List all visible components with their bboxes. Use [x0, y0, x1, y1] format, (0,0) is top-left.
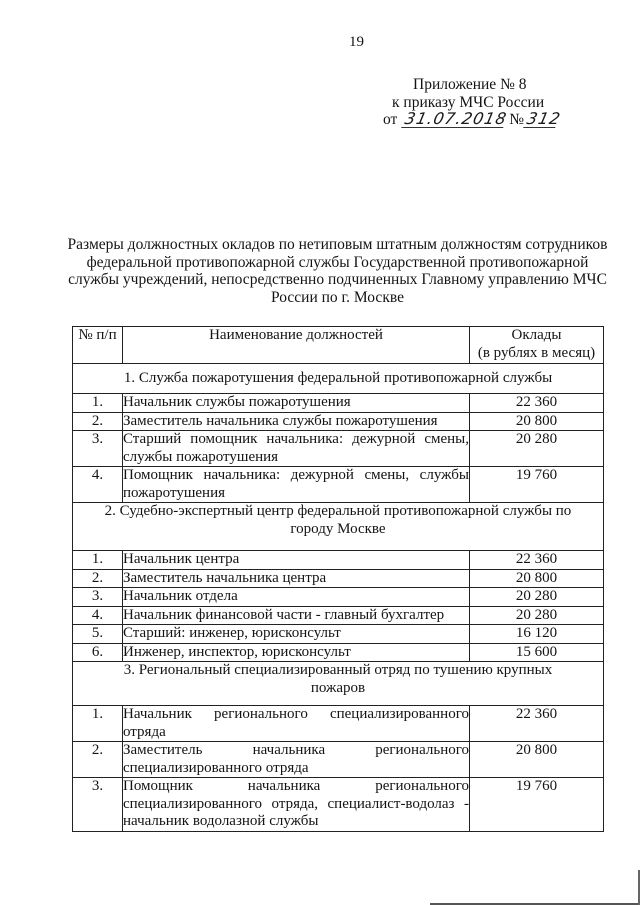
- row-salary: 22 360: [470, 706, 604, 742]
- row-position: Заместитель начальника службы пожаротушения: [123, 412, 470, 431]
- header-salary: [470, 327, 604, 364]
- section-title-line: 2. Судебно-экспертный центр федеральной противопожарной службы по: [104, 503, 572, 519]
- document-title-line: России по г. Москве: [271, 289, 404, 307]
- header-salary-line1: Оклады: [511, 327, 562, 343]
- row-salary: 20 800: [470, 742, 604, 778]
- row-number: 6.: [73, 643, 123, 662]
- section-header-row: [73, 364, 604, 394]
- date-prefix: от: [383, 111, 398, 128]
- table-row: [73, 778, 604, 832]
- row-number: 3.: [73, 778, 123, 832]
- row-position: Помощник начальника: дежурной смены, службы пожаротушения: [123, 467, 469, 501]
- row-number: 3.: [73, 431, 123, 467]
- row-position: Заместитель начальника центра: [123, 569, 470, 588]
- row-number: 2.: [73, 569, 123, 588]
- document-title-line: службы учреждений, непосредственно подчиненных Главному управлению МЧС: [68, 271, 607, 289]
- row-number: 4.: [73, 606, 123, 625]
- section-title: [73, 503, 604, 551]
- section-header-row: [73, 662, 604, 706]
- section-title: [73, 662, 604, 706]
- table-row: [73, 643, 604, 662]
- row-number: 1.: [73, 551, 123, 570]
- appendix-order: к приказу МЧС России: [392, 94, 545, 111]
- table-row: [73, 431, 604, 467]
- row-position: Начальник финансовой части - главный бухгалтер: [123, 606, 470, 625]
- document-title-line: федеральной противопожарной службы Государственной противопожарной: [86, 253, 589, 271]
- row-position: Начальник службы пожаротушения: [123, 394, 470, 413]
- table-row: [73, 588, 604, 607]
- row-position: Начальник регионального специализированного отряда: [123, 706, 469, 740]
- page-number: 19: [349, 34, 364, 50]
- section-title-line: городу Москве: [290, 520, 386, 537]
- row-salary: 22 360: [470, 394, 604, 413]
- row-salary: 19 760: [470, 778, 604, 832]
- section-header-row: [73, 503, 604, 551]
- handwritten-number: 312: [525, 109, 563, 128]
- row-number: 1.: [73, 394, 123, 413]
- salary-table: [72, 326, 604, 832]
- section-title-line: пожаров: [310, 679, 366, 696]
- row-salary: 16 120: [470, 625, 604, 644]
- header-salary-line2: (в рублях в месяц): [477, 344, 596, 361]
- table-row: [73, 467, 604, 503]
- row-salary: 19 760: [470, 467, 604, 503]
- row-salary: 20 800: [470, 569, 604, 588]
- table-row: [73, 569, 604, 588]
- appendix-title: Приложение № 8: [413, 76, 527, 93]
- table-row: [73, 551, 604, 570]
- row-position: Старший: инженер, юрисконсульт: [123, 625, 470, 644]
- row-salary: 20 800: [470, 412, 604, 431]
- number-prefix: №: [509, 111, 524, 128]
- row-salary: 22 360: [470, 551, 604, 570]
- header-position: Наименование должностей: [123, 327, 470, 364]
- row-position: Помощник начальника регионального специализированного отряда, специалист-водолаз - начальник водолазной службы: [123, 778, 469, 829]
- table-row: [73, 742, 604, 778]
- row-salary: 20 280: [470, 588, 604, 607]
- table-header-row: [73, 327, 604, 364]
- row-number: 4.: [73, 467, 123, 503]
- row-number: 2.: [73, 412, 123, 431]
- row-number: 5.: [73, 625, 123, 644]
- row-position: Начальник центра: [123, 551, 470, 570]
- row-number: 1.: [73, 706, 123, 742]
- row-position: Инженер, инспектор, юрисконсульт: [123, 643, 470, 662]
- row-position: Старший помощник начальника: дежурной смены, службы пожаротушения: [123, 431, 469, 465]
- row-number: 3.: [73, 588, 123, 607]
- section-title-line: 1. Служба пожаротушения федеральной противопожарной службы: [123, 370, 553, 386]
- row-number: 2.: [73, 742, 123, 778]
- table-row: [73, 394, 604, 413]
- row-salary: 15 600: [470, 643, 604, 662]
- row-position: Начальник отдела: [123, 588, 470, 607]
- table-row: [73, 606, 604, 625]
- table-row: [73, 706, 604, 742]
- table-row: [73, 625, 604, 644]
- document-title-line: Размеры должностных окладов по нетиповым штатным должностям сотрудников: [67, 236, 608, 253]
- appendix-date-line: [383, 109, 563, 129]
- table-row: [73, 412, 604, 431]
- row-position: Заместитель начальника регионального специализированного отряда: [123, 742, 469, 776]
- header-number: № п/п: [73, 327, 123, 364]
- section-title-line: 3. Региональный специализированный отряд по тушению крупных: [123, 662, 553, 678]
- handwritten-date: 31.07.2018: [403, 109, 510, 128]
- section-title: [73, 364, 604, 394]
- document-title: [60, 236, 615, 307]
- row-salary: 20 280: [470, 431, 604, 467]
- row-salary: 20 280: [470, 606, 604, 625]
